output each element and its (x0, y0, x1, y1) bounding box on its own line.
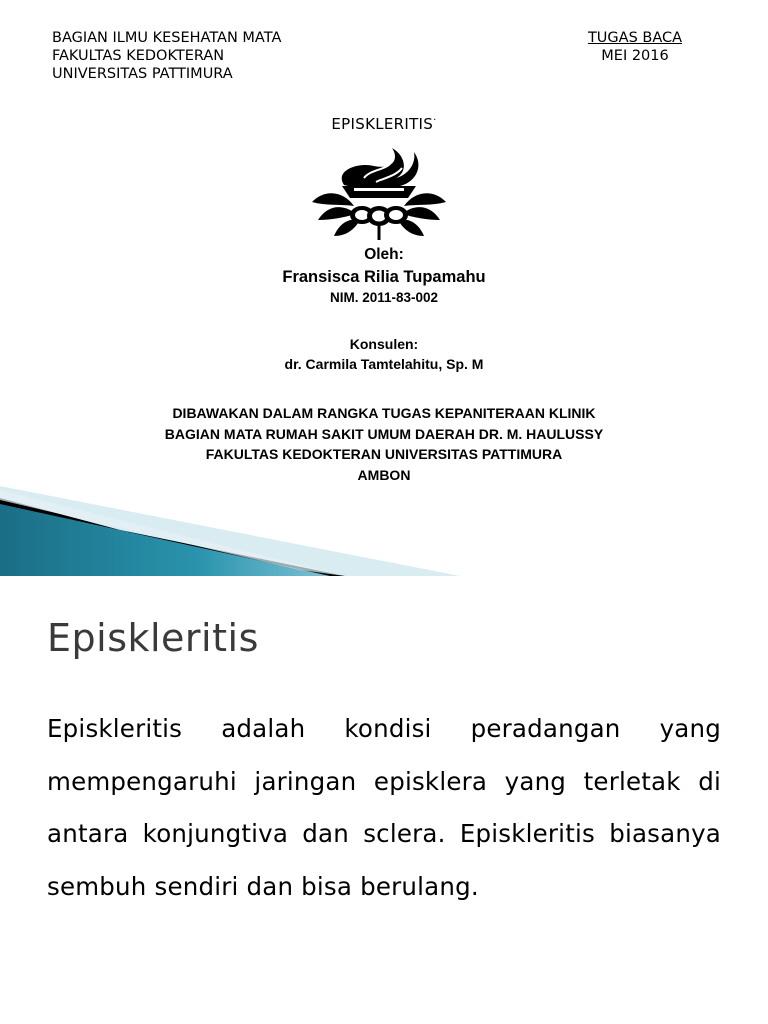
assignment-type: TUGAS BACA (587, 30, 683, 46)
header-department: BAGIAN ILMU KESEHATAN MATA (52, 30, 282, 46)
occasion-line: AMBON (357, 466, 411, 483)
header-university: UNIVERSITAS PATTIMURA (52, 66, 233, 82)
title-mark: · (433, 115, 437, 126)
university-emblem-icon (304, 140, 454, 242)
supervisor-label: Konsulen: (349, 336, 419, 352)
content-slide (0, 576, 768, 1024)
institution-header (52, 29, 281, 83)
occasion-line: DIBAWAKAN DALAM RANGKA TUGAS KEPANITERAAN KLINIK (172, 405, 596, 421)
document-title-text: EPISKLERITIS (331, 115, 434, 133)
occasion-line: FAKULTAS KEDOKTERAN UNIVERSITAS PATTIMURA (205, 446, 563, 462)
slide-title: Episkleritis (47, 616, 259, 660)
author-label: Oleh: (364, 246, 404, 263)
assignment-date: MEI 2016 (601, 48, 669, 64)
header-faculty: FAKULTAS KEDOKTERAN (52, 48, 225, 64)
assignment-header (560, 29, 710, 65)
occasion-line: BAGIAN MATA RUMAH SAKIT UMUM DAERAH DR. M. HAULUSSY (164, 425, 604, 442)
supervisor-name: dr. Carmila Tamtelahitu, Sp. M (284, 356, 484, 372)
slide-body-text: Episkleritis adalah kondisi peradangan yang mempengaruhi jaringan episklera yang terletak di antara konjungtiva dan sclera. Episkleritis biasanya sembuh sendiri dan bisa berulang. (47, 714, 721, 901)
document-title (0, 115, 768, 133)
student-id: NIM. 2011-83-002 (329, 290, 439, 305)
author-name: Fransisca Rilia Tupamahu (282, 268, 486, 286)
decorative-swoosh (0, 470, 768, 576)
